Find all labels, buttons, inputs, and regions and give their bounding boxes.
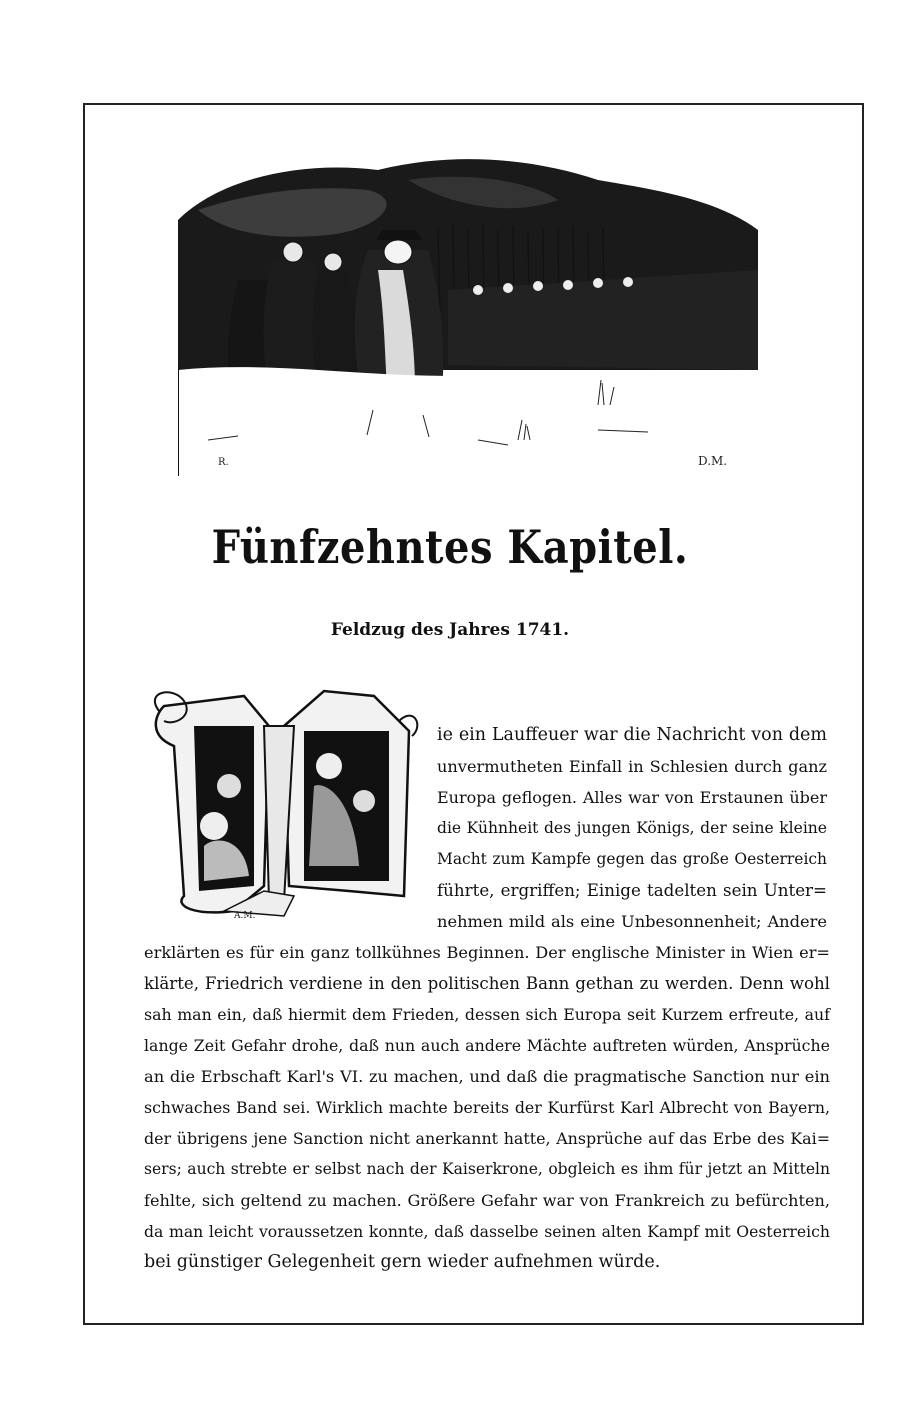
text-line: sers; auch strebte er selbst nach der Kaiserkrone, obgleich es ihm für jetzt an Mitteln (144, 1160, 830, 1178)
text-line: bei günstiger Gelegenheit gern wieder aufnehmen würde. (144, 1252, 661, 1272)
text-line: die Kühnheit des jungen Königs, der seine kleine (437, 819, 827, 837)
text-line: klärte, Friedrich verdiene in den politischen Bann gethan zu werden. Denn wohl (144, 974, 830, 993)
svg-text:A.M.: A.M. (234, 911, 256, 921)
svg-text:R.: R. (218, 457, 229, 468)
text-line: an die Erbschaft Karl's VI. zu machen, und daß die pragmatische Sanction nur ein (144, 1067, 830, 1086)
text-line: ie ein Lauffeuer war die Nachricht von dem (437, 725, 827, 745)
text-line: Macht zum Kampfe gegen das große Oesterreich (437, 850, 827, 868)
text-line: unvermutheten Einfall in Schlesien durch ganz (437, 757, 827, 776)
text-line: da man leicht voraussetzen konnte, daß dasselbe seinen alten Kampf mit Oesterreich (144, 1222, 830, 1241)
text-line: lange Zeit Gefahr drohe, daß nun auch andere Mächte auftreten würden, Ansprüche (144, 1036, 830, 1055)
text-line: fehlte, sich geltend zu machen. Größere Gefahr war von Frankreich zu befürchten, (144, 1191, 830, 1210)
text-line: nehmen mild als eine Unbesonnenheit; Andere (437, 912, 827, 931)
chapter-title: Fünfzehntes Kapitel. (211, 520, 689, 575)
decorative-initial (144, 686, 428, 922)
svg-text:D.M.: D.M. (698, 454, 728, 468)
text-line: sah man ein, daß hiermit dem Frieden, dessen sich Europa seit Kurzem erfreute, auf (144, 1005, 830, 1024)
opening-paragraph-full (144, 937, 830, 1278)
text-line: schwaches Band sei. Wirklich machte bereits der Kurfürst Karl Albrecht von Bayern, (144, 1098, 830, 1117)
text-line: führte, ergriffen; Einige tadelten sein Unter= (437, 881, 827, 900)
chapter-subtitle: Feldzug des Jahres 1741. (330, 620, 570, 640)
header-illustration (178, 140, 758, 476)
opening-paragraph-side (437, 720, 827, 937)
text-line: Europa geflogen. Alles war von Erstaunen über (437, 788, 827, 807)
text-line: erklärten es für ein ganz tollkühnes Beginnen. Der englische Minister in Wien er= (144, 943, 830, 962)
text-line: der übrigens jene Sanction nicht anerkannt hatte, Ansprüche auf das Erbe des Kai= (144, 1129, 830, 1148)
